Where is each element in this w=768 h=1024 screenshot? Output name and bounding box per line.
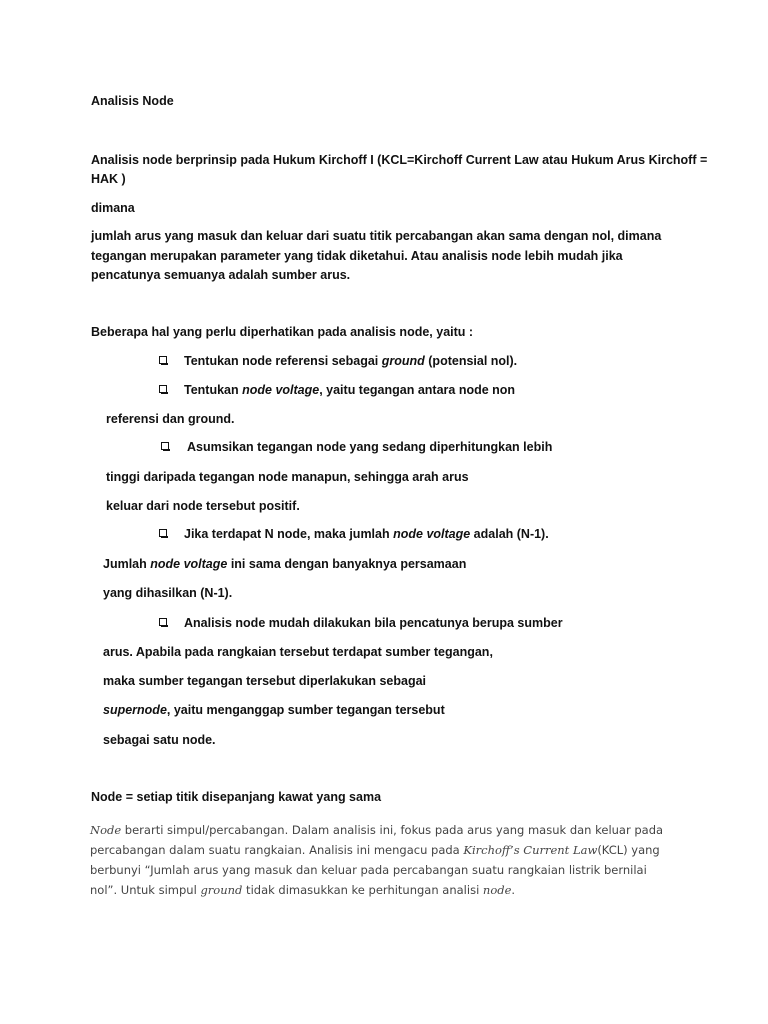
closing-text-6: tidak dimasukkan ke perhitungan analisi: [242, 883, 483, 897]
dimana-text: dimana: [91, 201, 135, 215]
closing-text-5: nol”. Untuk simpul: [90, 883, 201, 897]
bullet-2-text-end: , yaitu tegangan antara node non: [319, 383, 516, 397]
bullet-4-continuation-2: yang dihasilkan (N-1).: [103, 586, 233, 600]
bullet-4: [184, 526, 549, 543]
ground-word: ground: [200, 883, 243, 897]
bullet-4-continuation: [103, 556, 466, 573]
bullet-2: [184, 382, 515, 399]
bullet-3-line-3: keluar dari node tersebut positif.: [106, 499, 300, 513]
closing-text-2: percabangan dalam suatu rangkaian. Analisis ini mengacu pada: [90, 843, 464, 857]
node-definition: Node = setiap titik disepanjang kawat yang sama: [91, 790, 382, 804]
bullet-5-line-5: sebagai satu node.: [103, 733, 216, 747]
closing-text-4: berbunyi “Jumlah arus yang masuk dan keluar pada percabangan suatu rangkaian listrik bernilai: [90, 863, 647, 877]
checkbox-bullet-icon: [159, 618, 167, 626]
bullet-4-cont-text-end: ini sama dengan banyaknya persamaan: [227, 557, 467, 571]
bullet-3-line-1: Asumsikan tegangan node yang sedang diperhitungkan lebih: [187, 440, 553, 454]
closing-line-3: [90, 860, 690, 880]
bullet-2-continuation: referensi dan ground.: [106, 412, 235, 426]
bullet-4-cont-emphasis: node voltage: [150, 557, 228, 571]
bullet-4-emphasis: node voltage: [393, 527, 471, 541]
bullet-2-text: Tentukan: [184, 383, 243, 397]
bullet-1-text: Tentukan node referensi sebagai: [184, 354, 382, 368]
checkbox-bullet-icon: [159, 356, 167, 364]
bullet-5-line-4-text: , yaitu menganggap sumber tegangan tersebut: [166, 703, 445, 717]
bullet-4-text: Jika terdapat N node, maka jumlah: [184, 527, 394, 541]
bullet-5-line-3: maka sumber tegangan tersebut diperlakukan sebagai: [103, 674, 427, 688]
bullet-2-emphasis: node voltage: [242, 383, 320, 397]
closing-text-3: (KCL) yang: [597, 843, 660, 857]
bullet-1-emphasis: ground: [381, 354, 425, 368]
closing-text-7: .: [511, 883, 516, 897]
intro-line-1: Analisis node berprinsip pada Hukum Kirchoff I (KCL=Kirchoff Current Law atau Hukum Arus Kirchoff =: [91, 153, 708, 167]
bullet-5-line-4: [103, 702, 445, 719]
intro-line-2: HAK ): [91, 172, 126, 186]
bullet-1-text-end: (potensial nol).: [424, 354, 518, 368]
kcl-term: Kirchoff’s Current Law: [463, 843, 598, 857]
closing-text-1: berarti simpul/percabangan. Dalam analisis ini, fokus pada arus yang masuk dan keluar pada: [121, 823, 664, 837]
checkbox-bullet-icon: [159, 529, 167, 537]
points-heading: Beberapa hal yang perlu diperhatikan pada analisis node, yaitu :: [91, 325, 474, 339]
bullet-1: [184, 353, 517, 370]
bullet-3-line-2: tinggi daripada tegangan node manapun, sehingga arah arus: [106, 470, 469, 484]
supernode-emphasis: supernode: [103, 703, 167, 717]
checkbox-bullet-icon: [159, 385, 167, 393]
checkbox-bullet-icon: [161, 442, 169, 450]
bullet-5-line-2: arus. Apabila pada rangkaian tersebut terdapat sumber tegangan,: [103, 645, 493, 659]
bullet-4-text-end: adalah (N-1).: [470, 527, 549, 541]
closing-line-4: [90, 880, 690, 900]
bullet-5-line-1: Analisis node mudah dilakukan bila pencatunya berupa sumber: [184, 616, 563, 630]
node-word-2: node: [482, 883, 512, 897]
bullet-4-cont-text: Jumlah: [103, 557, 151, 571]
closing-paragraph: [90, 820, 690, 900]
document-title: Analisis Node: [91, 94, 174, 108]
explanation-paragraph: jumlah arus yang masuk dan keluar dari suatu titik percabangan akan sama dengan nol, dimana tegangan merupakan parameter yang tidak diketahui. Atau analisis node lebih mudah jika pencatunya semuanya adalah sumber arus.: [91, 229, 662, 282]
closing-line-1: [90, 820, 690, 840]
node-word: Node: [90, 823, 122, 837]
closing-line-2: [90, 840, 690, 860]
